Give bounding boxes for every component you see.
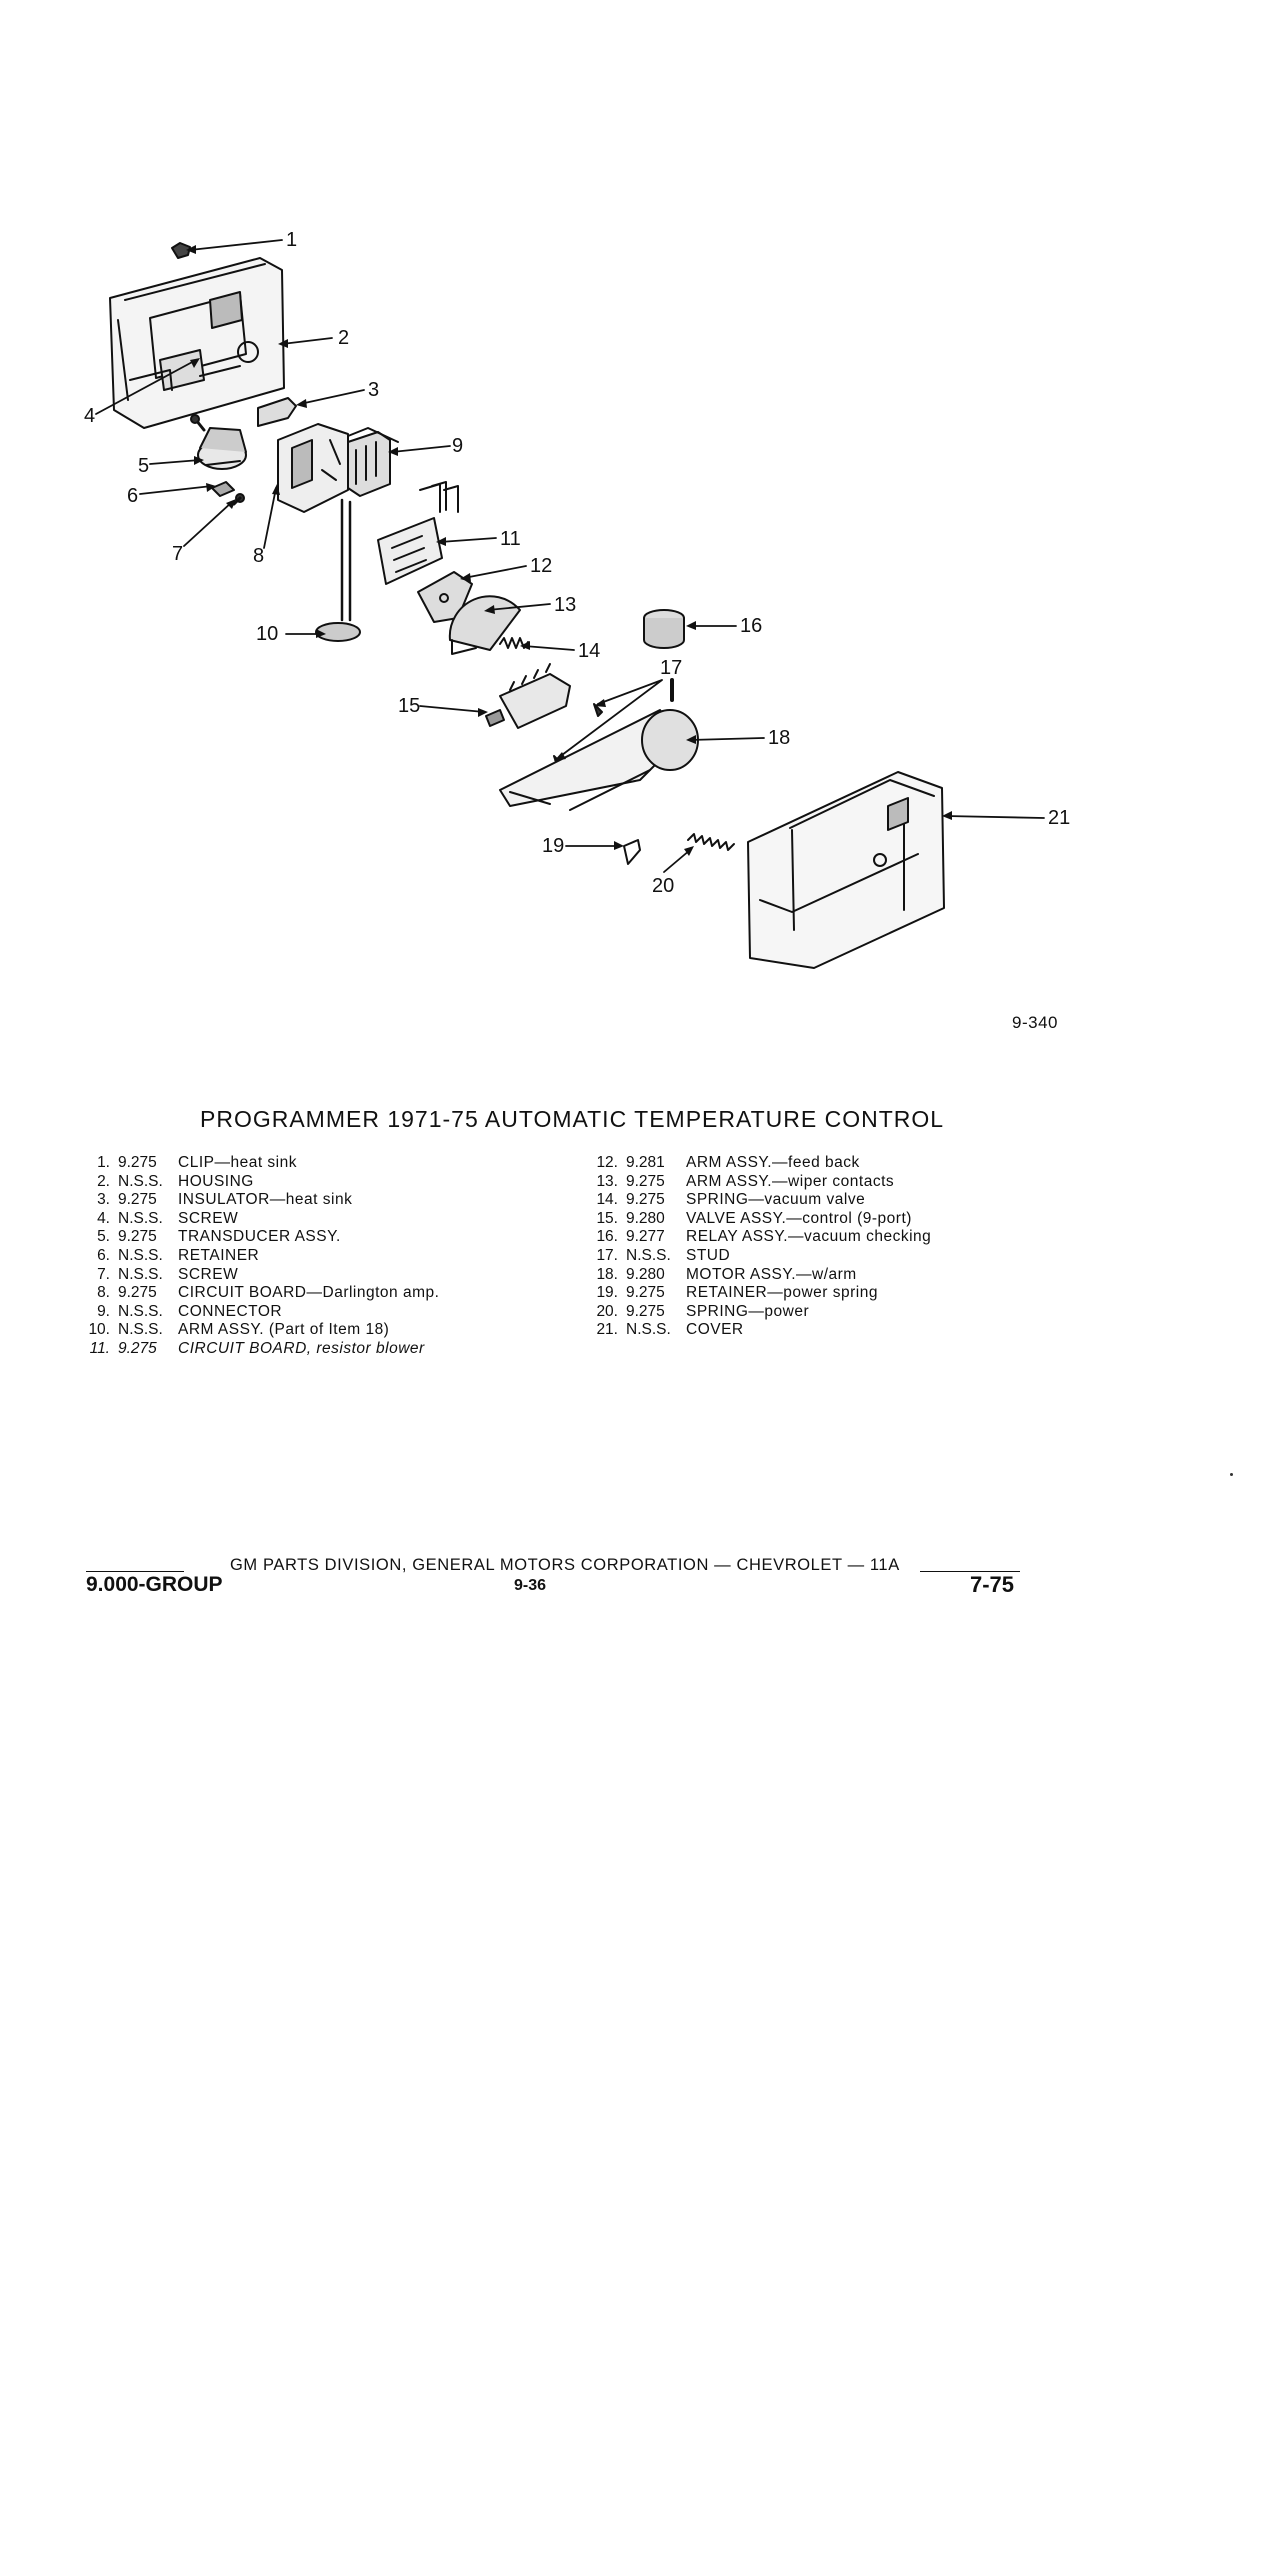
part-21-cover [748, 772, 944, 968]
part-description: ARM ASSY.—wiper contacts [686, 1172, 895, 1190]
part-number: 16. [596, 1228, 618, 1246]
part-description: ARM ASSY.—feed back [686, 1154, 860, 1171]
exploded-parts-diagram [0, 0, 1271, 1000]
callout-8: 8 [253, 545, 265, 567]
part-number: 20. [596, 1302, 618, 1320]
callout-10: 10 [256, 623, 279, 645]
group-number: N.S.S. [118, 1246, 163, 1264]
group-number: 9.281 [626, 1154, 665, 1171]
part-description: CIRCUIT BOARD—Darlington amp. [178, 1284, 440, 1302]
part-description: RELAY ASSY.—vacuum checking [686, 1228, 932, 1246]
callout-14: 14 [578, 640, 601, 662]
callout-4: 4 [84, 405, 96, 427]
callout-1: 1 [286, 229, 298, 251]
callout-21: 21 [1048, 807, 1071, 829]
part-description: SCREW [178, 1265, 239, 1283]
part-description: VALVE ASSY.—control (9-port) [686, 1209, 912, 1227]
part-number: 9. [97, 1302, 110, 1320]
parts-list-row [580, 1321, 931, 1340]
footer-group-label: 9.000-GROUP [86, 1573, 223, 1596]
part-description: SPRING—vacuum valve [686, 1191, 866, 1209]
callout-15: 15 [398, 695, 421, 717]
parts-list-row [72, 1340, 439, 1359]
parts-list-row [72, 1191, 439, 1210]
part-4-screw [191, 415, 204, 430]
parts-list-row [580, 1247, 931, 1266]
group-number: N.S.S. [626, 1246, 671, 1264]
group-number: 9.275 [626, 1302, 665, 1320]
parts-list-row [72, 1266, 439, 1285]
parts-list-row [72, 1154, 439, 1173]
group-number: 9.275 [626, 1172, 665, 1190]
parts-list-row [72, 1284, 439, 1303]
part-description: COVER [686, 1321, 744, 1339]
part-number: 21. [596, 1321, 618, 1339]
part-description: STUD [686, 1246, 731, 1264]
part-number: 11. [89, 1339, 110, 1357]
group-number: N.S.S. [118, 1265, 163, 1283]
figure-reference: 9-340 [1012, 1013, 1058, 1032]
parts-list-row [72, 1210, 439, 1229]
part-2-housing [110, 258, 284, 428]
group-number: 9.275 [118, 1284, 157, 1302]
part-number: 15. [596, 1209, 618, 1227]
part-number: 10. [88, 1321, 110, 1339]
callout-3: 3 [368, 379, 380, 401]
callout-19: 19 [542, 835, 565, 857]
group-number: N.S.S. [118, 1209, 163, 1227]
part-number: 4. [97, 1209, 110, 1227]
callout-7: 7 [172, 543, 184, 565]
part-number: 19. [596, 1284, 618, 1302]
part-description: CLIP—heat sink [178, 1154, 297, 1171]
callout-5: 5 [138, 455, 150, 477]
part-8-circuit-board [278, 424, 348, 512]
part-description: HOUSING [178, 1172, 254, 1190]
group-number: N.S.S. [118, 1321, 163, 1339]
part-description: RETAINER—power spring [686, 1284, 878, 1302]
part-description: CONNECTOR [178, 1302, 283, 1320]
footer-corporation: GM PARTS DIVISION, GENERAL MOTORS CORPORATION — CHEVROLET — 11A [230, 1556, 900, 1574]
part-19-retainer [624, 840, 640, 864]
group-number: 9.275 [118, 1154, 157, 1171]
group-number: N.S.S. [118, 1302, 163, 1320]
part-6-retainer [212, 482, 234, 496]
part-9-connector [348, 428, 398, 496]
part-5-transducer [198, 428, 246, 469]
group-number: N.S.S. [626, 1321, 671, 1339]
parts-list-row [580, 1266, 931, 1285]
callout-20: 20 [652, 875, 675, 897]
group-number: 9.280 [626, 1265, 665, 1283]
parts-list-row [580, 1228, 931, 1247]
group-number: 9.275 [118, 1339, 157, 1357]
parts-list-right [580, 1154, 931, 1340]
part-number: 5. [97, 1228, 110, 1246]
parts-list-row [72, 1303, 439, 1322]
parts-list-row [72, 1173, 439, 1192]
group-number: 9.277 [626, 1228, 665, 1246]
page-title: PROGRAMMER 1971-75 AUTOMATIC TEMPERATURE CONTROL [200, 1106, 945, 1132]
part-description: TRANSDUCER ASSY. [178, 1228, 341, 1246]
parts-list-row [580, 1303, 931, 1322]
part-description: INSULATOR—heat sink [178, 1191, 353, 1209]
part-20-power-spring [688, 834, 734, 850]
callout-6: 6 [127, 485, 139, 507]
part-description: CIRCUIT BOARD, resistor blower [178, 1339, 425, 1357]
footer-rule-left [86, 1571, 184, 1572]
callout-18: 18 [768, 727, 791, 749]
callout-2: 2 [338, 327, 350, 349]
part-number: 18. [596, 1265, 618, 1283]
part-number: 6. [97, 1246, 110, 1264]
part-number: 13. [596, 1172, 618, 1190]
parts-list-row [580, 1284, 931, 1303]
part-description: SPRING—power [686, 1302, 810, 1320]
group-number: 9.275 [118, 1191, 157, 1209]
parts-list-row [72, 1247, 439, 1266]
part-number: 2. [97, 1172, 110, 1190]
part-7-screw [234, 494, 244, 504]
part-number: 14. [596, 1191, 618, 1209]
parts-list-row [580, 1210, 931, 1229]
footer-date: 7-75 [970, 1572, 1015, 1597]
parts-list-row [580, 1154, 931, 1173]
parts-list-row [580, 1173, 931, 1192]
callout-12: 12 [530, 555, 553, 577]
parts-list-row [580, 1191, 931, 1210]
part-number: 12. [596, 1154, 618, 1171]
footer-page-number: 9-36 [514, 1577, 547, 1594]
callout-9: 9 [452, 435, 464, 457]
part-description: ARM ASSY. (Part of Item 18) [178, 1321, 390, 1339]
part-16-relay [644, 610, 684, 648]
part-description: RETAINER [178, 1246, 260, 1264]
part-3-insulator [258, 398, 296, 426]
part-11-circuit-board [378, 482, 458, 584]
part-number: 8. [97, 1284, 110, 1302]
part-number: 7. [97, 1265, 110, 1283]
parts-list-row [72, 1321, 439, 1340]
group-number: 9.275 [626, 1191, 665, 1209]
group-number: 9.275 [118, 1228, 157, 1246]
callout-11: 11 [500, 528, 521, 550]
group-number: 9.275 [626, 1284, 665, 1302]
part-description: SCREW [178, 1209, 239, 1227]
part-number: 3. [97, 1191, 110, 1209]
callout-16: 16 [740, 615, 763, 637]
part-10-arm [316, 500, 360, 641]
part-15-valve [486, 664, 570, 728]
group-number: N.S.S. [118, 1172, 163, 1190]
callout-17: 17 [660, 657, 683, 679]
parts-list-left [72, 1154, 439, 1359]
part-number: 1. [97, 1154, 110, 1171]
group-number: 9.280 [626, 1209, 665, 1227]
part-number: 17. [596, 1246, 618, 1264]
part-description: MOTOR ASSY.—w/arm [686, 1265, 857, 1283]
callout-13: 13 [554, 594, 577, 616]
scan-mark [1230, 1473, 1233, 1476]
parts-list-row [72, 1228, 439, 1247]
